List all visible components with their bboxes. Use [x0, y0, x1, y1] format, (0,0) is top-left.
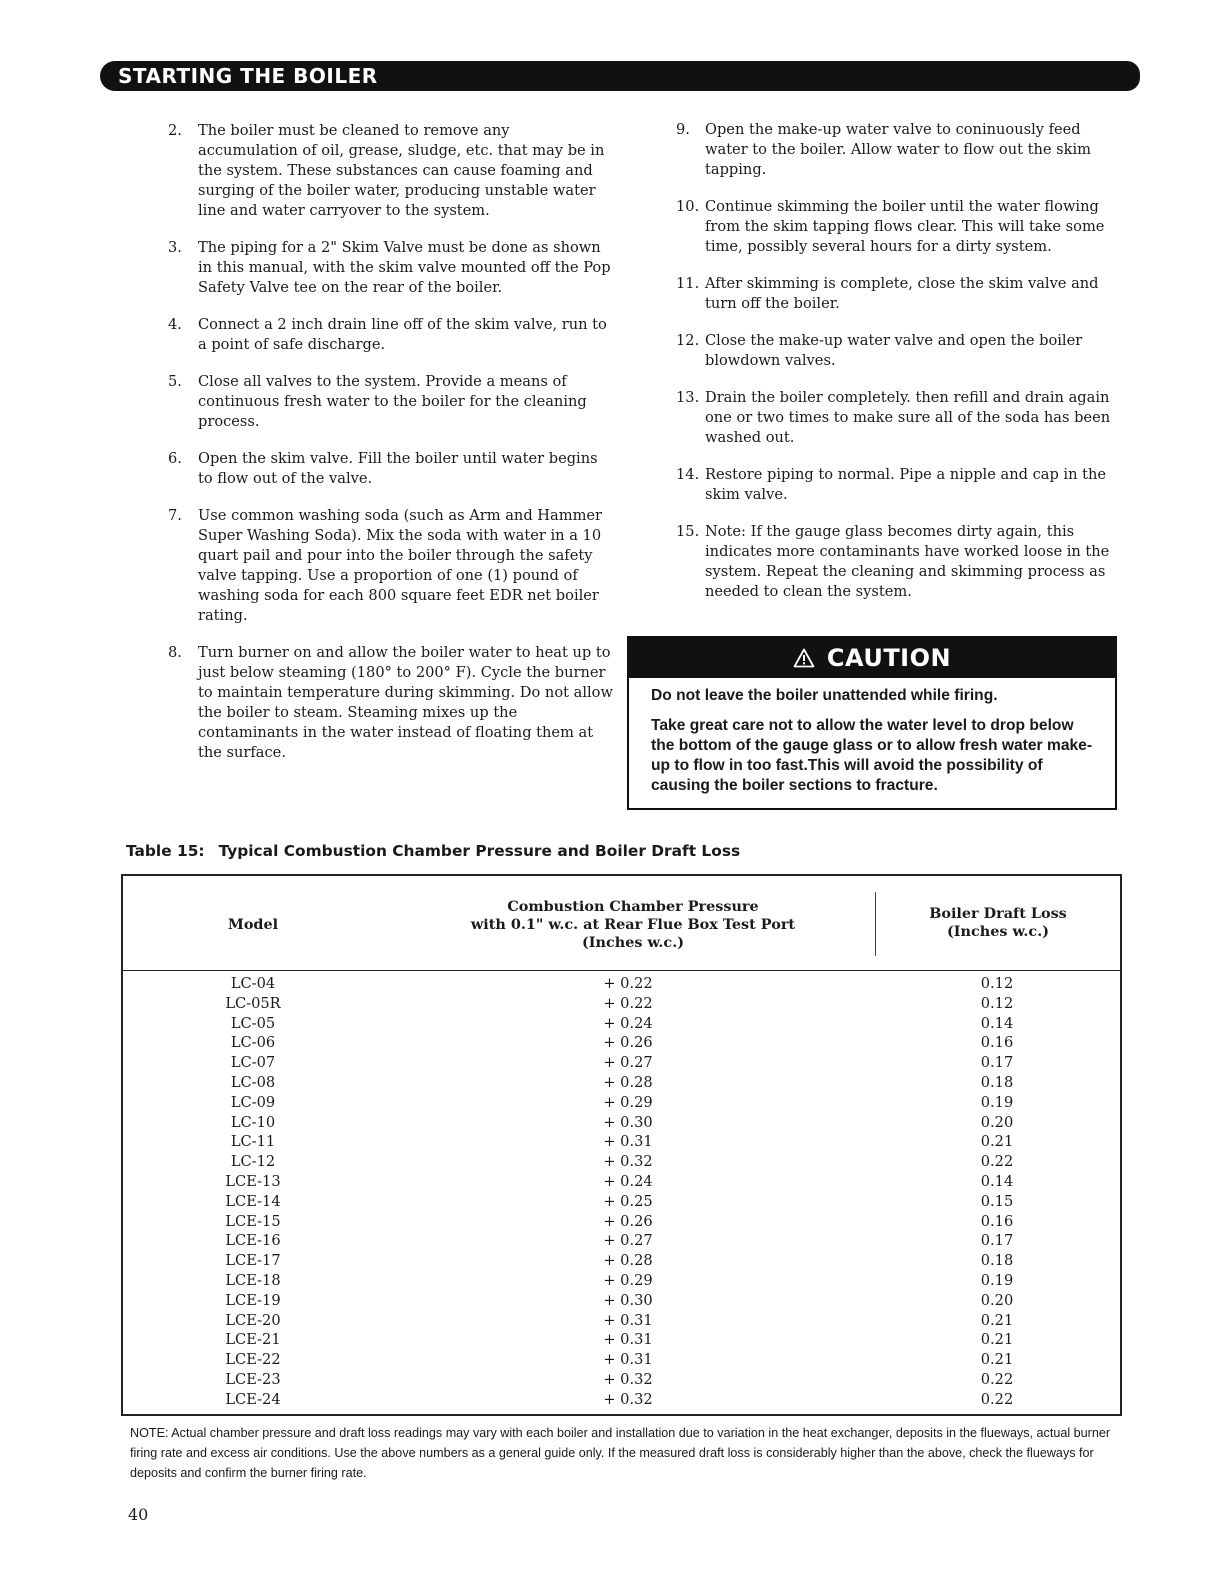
pressure-cell: + 0.31	[603, 1331, 653, 1349]
draft-loss-cell: 0.15	[980, 1192, 1014, 1210]
step-text: Open the make-up water valve to coninuously feed water to the boiler. Allow water to flow out the skim tapping.	[705, 121, 1091, 178]
draft-loss-cell: 0.16	[980, 1212, 1014, 1230]
table-row	[123, 1152, 1120, 1172]
step-number: 11.	[676, 275, 700, 292]
pressure-cell: + 0.32	[603, 1153, 653, 1171]
step-number: 6.	[168, 450, 182, 467]
pressure-cell: + 0.22	[603, 975, 653, 992]
model-cell: LC-07	[230, 1054, 276, 1072]
model-cell: LCE-16	[225, 1232, 281, 1250]
table-note: NOTE: Actual chamber pressure and draft loss readings may vary with each boiler and installation due to variation in the heat exchanger, deposits in the flueways, actual burner firing rate and excess air conditions. Use the above numbers as a general guide only. If the measured draft loss is considerably higher than the above, check the flueways for deposits and confirm the burner firing rate.	[130, 1426, 1111, 1480]
header-combustion-pressure	[423, 898, 843, 952]
step-number: 12.	[676, 332, 700, 349]
pressure-cell: + 0.29	[603, 1093, 653, 1111]
pressure-cell: + 0.26	[603, 1034, 653, 1052]
header-model: Model	[227, 916, 279, 933]
pressure-cell: + 0.26	[603, 1212, 653, 1230]
table-row	[123, 1231, 1120, 1251]
step-text: Restore piping to normal. Pipe a nipple and cap in the skim valve.	[705, 466, 1107, 503]
table-row	[123, 1053, 1120, 1073]
pressure-cell: + 0.30	[603, 1113, 653, 1131]
draft-loss-cell: 0.22	[980, 1153, 1014, 1171]
table-row	[123, 1113, 1120, 1133]
draft-loss-cell: 0.22	[980, 1370, 1014, 1388]
draft-loss-cell: 0.12	[980, 994, 1014, 1012]
model-cell: LC-09	[230, 1093, 276, 1111]
draft-loss-cell: 0.16	[980, 1034, 1014, 1052]
model-cell: LC-08	[230, 1073, 276, 1091]
step-item	[676, 331, 1121, 371]
draft-loss-cell: 0.14	[980, 1014, 1014, 1032]
table-row	[123, 994, 1120, 1014]
step-item	[168, 643, 613, 763]
left-steps-column	[168, 121, 613, 780]
step-item	[676, 465, 1121, 505]
step-text: The boiler must be cleaned to remove any accumulation of oil, grease, sludge, etc. that may be in the system. These substances can cause foaming and surging of the boiler water, producing unstable water line and water carryover to the system.	[198, 122, 605, 219]
step-text: Close all valves to the system. Provide a means of continuous fresh water to the boiler for the cleaning process.	[198, 373, 587, 430]
pressure-cell: + 0.30	[603, 1291, 653, 1309]
pressure-cell: + 0.25	[603, 1192, 653, 1210]
step-number: 2.	[168, 122, 182, 139]
draft-loss-cell: 0.17	[980, 1232, 1014, 1250]
caution-header	[629, 638, 1115, 678]
pressure-cell: + 0.24	[603, 1172, 653, 1190]
table-row	[123, 1311, 1120, 1331]
table-row	[123, 1251, 1120, 1271]
step-text: Open the skim valve. Fill the boiler until water begins to flow out of the valve.	[198, 450, 598, 487]
model-cell: LCE-22	[225, 1351, 281, 1369]
table-row	[123, 1271, 1120, 1291]
model-cell: LC-11	[230, 1133, 276, 1151]
step-number: 7.	[168, 507, 182, 524]
step-number: 4.	[168, 316, 182, 333]
header-bdl-line-1: Boiler Draft Loss	[929, 905, 1067, 922]
draft-loss-cell: 0.20	[980, 1113, 1014, 1131]
step-text: Note: If the gauge glass becomes dirty again, this indicates more contaminants have worked loose in the system. Repeat the cleaning and skimming process as needed to clean the system.	[705, 523, 1110, 600]
pressure-cell: + 0.31	[603, 1351, 653, 1369]
table-caption	[126, 842, 740, 860]
pressure-cell: + 0.27	[603, 1232, 653, 1250]
table-row	[123, 974, 1120, 994]
step-text: After skimming is complete, close the skim valve and turn off the boiler.	[705, 275, 1099, 312]
section-header-bar	[100, 61, 1140, 91]
table-row	[123, 1390, 1120, 1410]
header-ccp-line-3: (Inches w.c.)	[581, 934, 685, 951]
table-row	[123, 1192, 1120, 1212]
pressure-cell: + 0.24	[603, 1014, 653, 1032]
header-bdl-line-2: (Inches w.c.)	[946, 923, 1050, 940]
step-item	[168, 506, 613, 626]
step-item	[676, 388, 1121, 448]
pressure-cell: + 0.28	[603, 1252, 653, 1270]
model-cell: LCE-15	[225, 1212, 281, 1230]
pressure-cell: + 0.29	[603, 1271, 653, 1289]
step-text: Turn burner on and allow the boiler water to heat up to just below steaming (180° to 200° F). Cycle the burner to maintain temperature during skimming. Do not allow the boiler to steam. Steaming mixes up the contaminants in the water instead of floating them at the surface.	[198, 644, 613, 761]
table-row	[123, 1291, 1120, 1311]
model-cell: LCE-19	[225, 1291, 281, 1309]
step-text: Use common washing soda (such as Arm and Hammer Super Washing Soda). Mix the soda with water in a 10 quart pail and pour into the boiler through the safety valve tapping. Use a proportion of one (1) pound of washing soda for each 800 square feet EDR net boiler rating.	[198, 507, 603, 624]
table-row	[123, 1350, 1120, 1370]
pressure-cell: + 0.22	[603, 994, 653, 1012]
model-cell: LC-12	[230, 1153, 276, 1171]
model-cell: LCE-17	[225, 1252, 281, 1270]
step-text: Close the make-up water valve and open the boiler blowdown valves.	[705, 332, 1083, 369]
step-item	[168, 449, 613, 489]
draft-loss-cell: 0.21	[980, 1133, 1014, 1151]
page-number: 40	[128, 1505, 149, 1524]
table-row	[123, 1330, 1120, 1350]
caution-title: CAUTION	[826, 644, 952, 672]
step-item	[168, 372, 613, 432]
table-row	[123, 1033, 1120, 1053]
step-text: The piping for a 2" Skim Valve must be done as shown in this manual, with the skim valve mounted off the Pop Safety Valve tee on the rear of the boiler.	[198, 239, 611, 296]
table-row	[123, 1212, 1120, 1232]
step-number: 3.	[168, 239, 182, 256]
step-number: 8.	[168, 644, 182, 661]
step-number: 10.	[676, 198, 700, 215]
table-body	[123, 974, 1120, 1410]
header-divider	[875, 892, 876, 956]
model-cell: LC-06	[230, 1034, 276, 1052]
model-cell: LCE-24	[225, 1390, 281, 1408]
draft-loss-cell: 0.18	[980, 1252, 1014, 1270]
pressure-cell: + 0.31	[603, 1133, 653, 1151]
table-header	[123, 876, 1120, 971]
step-item	[676, 197, 1121, 257]
draft-loss-cell: 0.20	[980, 1291, 1014, 1309]
draft-loss-cell: 0.22	[980, 1390, 1014, 1408]
table-row	[123, 1014, 1120, 1034]
draft-loss-cell: 0.21	[980, 1351, 1014, 1369]
step-number: 5.	[168, 373, 182, 390]
pressure-draft-table	[121, 874, 1122, 1416]
pressure-cell: + 0.32	[603, 1390, 653, 1408]
table-row	[123, 1172, 1120, 1192]
step-item	[676, 522, 1121, 602]
step-number: 14.	[676, 466, 700, 483]
section-title: STARTING THE BOILER	[118, 64, 378, 88]
model-cell: LC-10	[230, 1113, 276, 1131]
table-caption-label: Table 15:	[126, 842, 205, 860]
header-draft-loss	[883, 905, 1113, 941]
caution-line-2: Take great care not to allow the water level to drop below the bottom of the gauge glass or to allow fresh water make-up to flow in too fast.This will avoid the possibility of causing the boiler sections to fracture.	[651, 717, 1093, 794]
step-item	[676, 120, 1121, 180]
step-item	[676, 274, 1121, 314]
draft-loss-cell: 0.17	[980, 1054, 1014, 1072]
pressure-cell: + 0.32	[603, 1370, 653, 1388]
draft-loss-cell: 0.18	[980, 1073, 1014, 1091]
step-text: Continue skimming the boiler until the water flowing from the skim tapping flows clear. This will take some time, possibly several hours for a dirty system.	[705, 198, 1105, 255]
caution-box	[627, 636, 1117, 810]
step-text: Connect a 2 inch drain line off of the skim valve, run to a point of safe discharge.	[198, 316, 607, 353]
caution-body	[629, 678, 1115, 796]
draft-loss-cell: 0.14	[980, 1172, 1014, 1190]
step-item	[168, 238, 613, 298]
table-row	[123, 1093, 1120, 1113]
model-cell: LCE-13	[225, 1172, 281, 1190]
model-cell: LCE-21	[225, 1331, 281, 1349]
model-cell: LC-04	[230, 975, 276, 992]
step-number: 15.	[676, 523, 700, 540]
step-number: 13.	[676, 389, 700, 406]
draft-loss-cell: 0.21	[980, 1331, 1014, 1349]
table-row	[123, 1370, 1120, 1390]
header-ccp-line-2: with 0.1" w.c. at Rear Flue Box Test Port	[470, 916, 796, 933]
draft-loss-cell: 0.19	[980, 1271, 1014, 1289]
right-steps-column	[676, 120, 1121, 619]
table-row	[123, 1132, 1120, 1152]
pressure-cell: + 0.27	[603, 1054, 653, 1072]
step-number: 9.	[676, 121, 690, 138]
draft-loss-cell: 0.12	[980, 975, 1014, 992]
model-cell: LCE-20	[225, 1311, 281, 1329]
draft-loss-cell: 0.21	[980, 1311, 1014, 1329]
warning-triangle-icon	[793, 648, 815, 668]
step-item	[168, 315, 613, 355]
pressure-cell: + 0.31	[603, 1311, 653, 1329]
model-cell: LCE-23	[225, 1370, 281, 1388]
step-text: Drain the boiler completely. then refill and drain again one or two times to make sure all of the soda has been washed out.	[705, 389, 1111, 446]
step-item	[168, 121, 613, 221]
model-cell: LCE-14	[225, 1192, 281, 1210]
header-ccp-line-1: Combustion Chamber Pressure	[507, 898, 759, 915]
table-caption-title: Typical Combustion Chamber Pressure and Boiler Draft Loss	[218, 842, 741, 860]
caution-line-1: Do not leave the boiler unattended while firing.	[651, 687, 998, 704]
pressure-cell: + 0.28	[603, 1073, 653, 1091]
model-cell: LC-05	[230, 1014, 276, 1032]
draft-loss-cell: 0.19	[980, 1093, 1014, 1111]
table-row	[123, 1073, 1120, 1093]
model-cell: LCE-18	[225, 1271, 281, 1289]
model-cell: LC-05R	[225, 994, 281, 1012]
